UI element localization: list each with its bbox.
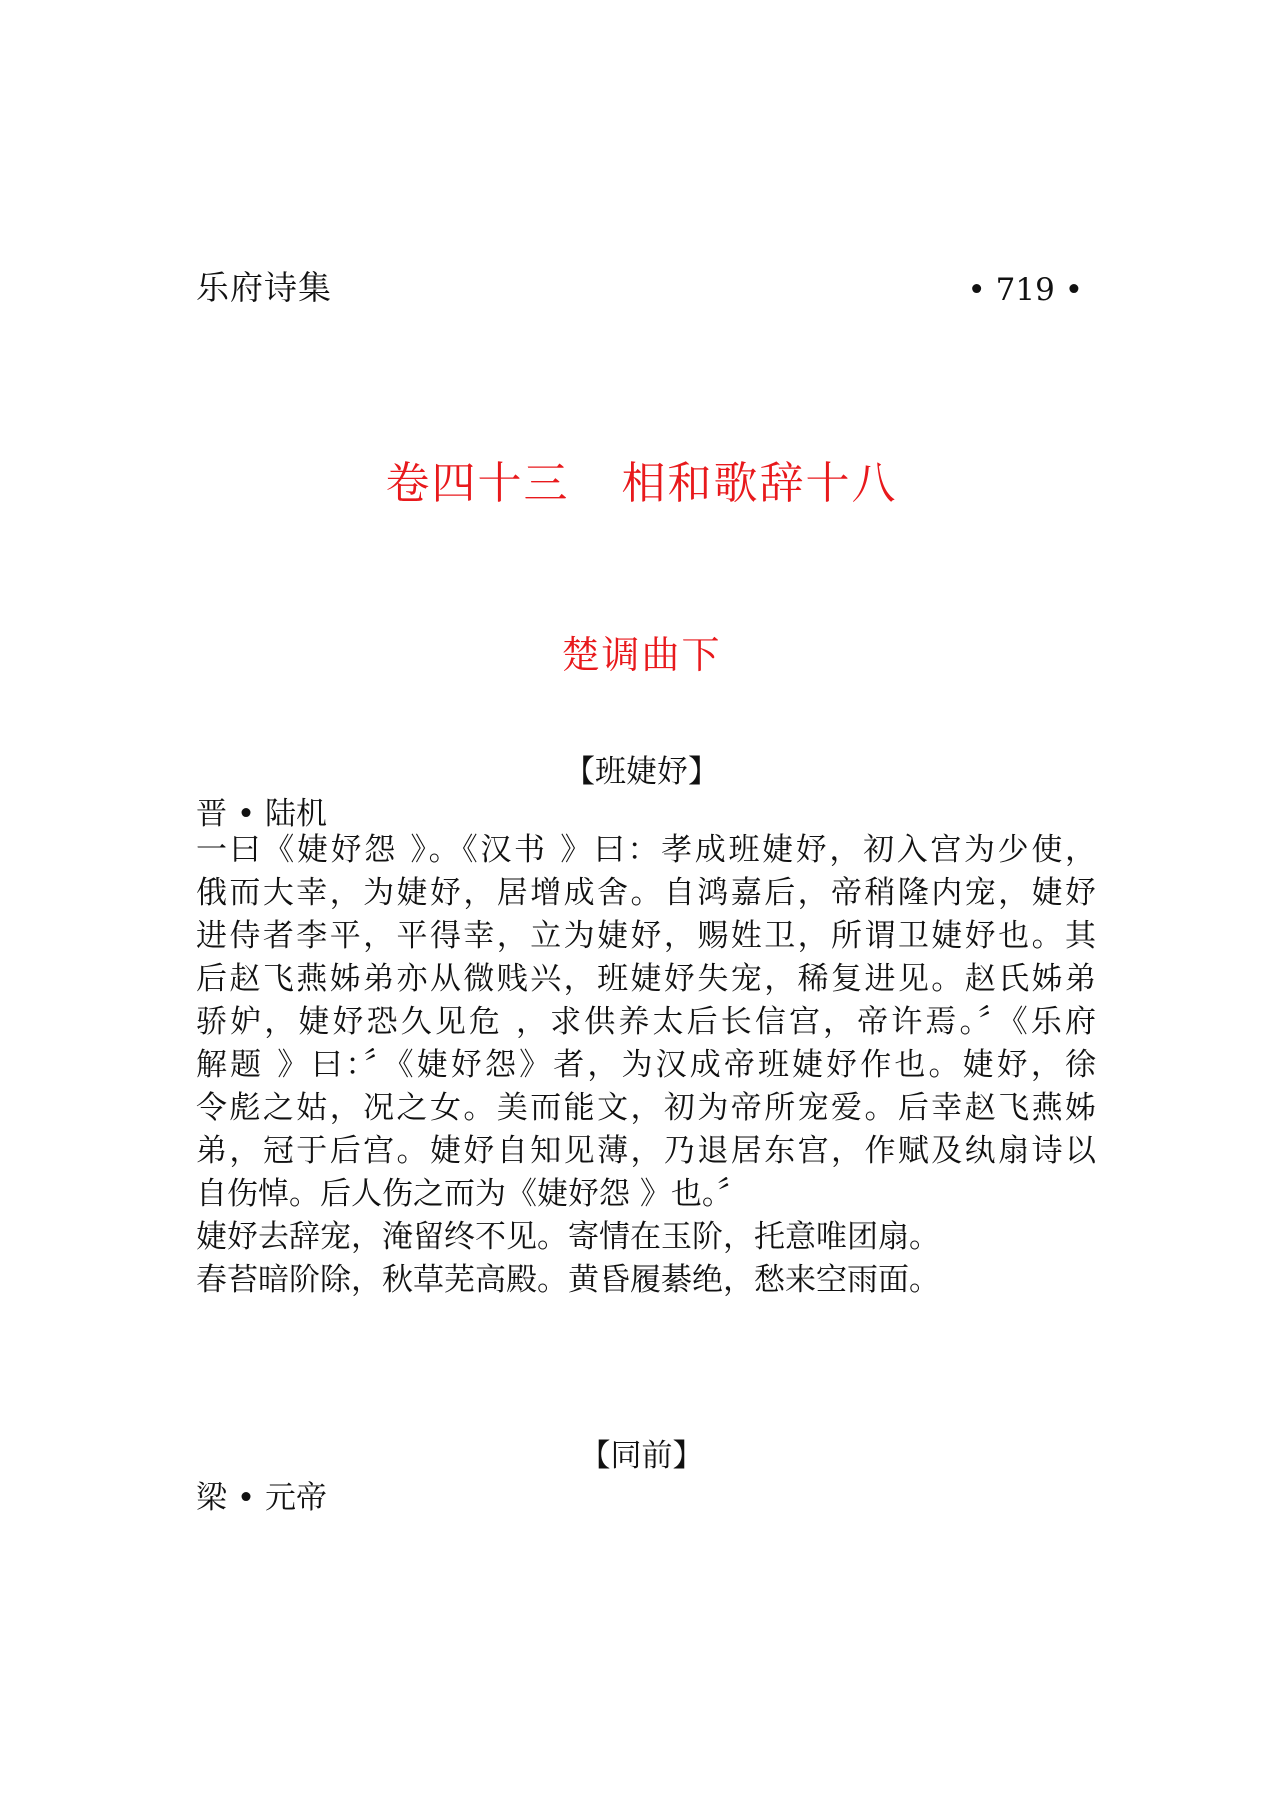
poem-author: 晋 • 陆机: [196, 796, 327, 832]
preface-line: 弟，冠于后宫。婕妤自知见薄，乃退居东宫，作赋及纨扇诗以: [196, 1133, 1096, 1169]
poem-verse: [196, 1216, 1096, 1302]
poem-preface: [196, 829, 1096, 1216]
preface-line: 骄妒，婕妤恐久见危 ，求供养太后长信宫，帝许焉。〞《乐府: [196, 1004, 1096, 1040]
running-title: 乐府诗集: [196, 268, 332, 307]
poem-author: 梁 • 元帝: [196, 1480, 327, 1516]
preface-line: 令彪之姑，况之女。美而能文，初为帝所宠爱。后幸赵飞燕姊: [196, 1090, 1096, 1126]
volume-number: 卷四十三: [385, 458, 570, 509]
preface-line: 后赵飞燕姊弟亦从微贱兴，班婕妤失宠，稀复进见。赵氏姊弟: [196, 961, 1096, 997]
verse-line: 婕妤去辞宠，淹留终不见。寄情在玉阶，托意唯团扇。: [196, 1219, 940, 1255]
preface-line: 俄而大幸，为婕妤，居增成舍。自鸿嘉后，帝稍隆内宠，婕妤: [196, 875, 1096, 911]
preface-line: 自伤悼。后人伤之而为《婕妤怨 》也。〞: [196, 1176, 749, 1212]
section-title: 楚调曲下: [561, 633, 722, 677]
preface-line: 一曰《婕妤怨 》。《汉书 》曰：孝成班婕妤，初入宫为少使，: [196, 832, 1096, 868]
volume-title: [0, 456, 1283, 512]
page-number: • 719 •: [967, 272, 1083, 308]
poem-title: 【班婕妤】: [564, 754, 719, 790]
volume-category: 相和歌辞十八: [621, 458, 898, 509]
preface-line: 进侍者李平，平得幸，立为婕妤，赐姓卫，所谓卫婕妤也。其: [196, 918, 1096, 954]
poem-title: 【同前】: [579, 1438, 704, 1474]
preface-line: 解题 》曰：〞《婕妤怨》者，为汉成帝班婕妤作也。婕妤，徐: [196, 1047, 1096, 1083]
verse-line: 春苔暗阶除，秋草芜高殿。黄昏履綦绝，愁来空雨面。: [196, 1262, 940, 1298]
